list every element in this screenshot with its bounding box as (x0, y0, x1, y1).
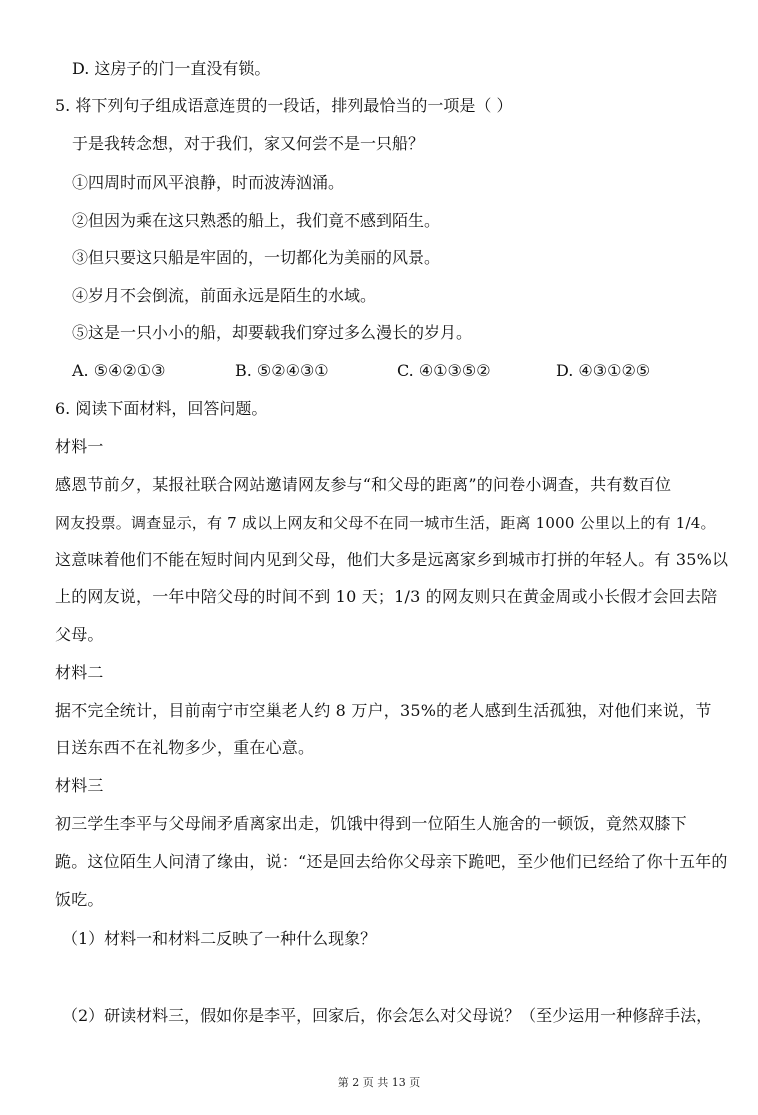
q5-option-c: C. ④①③⑤② (397, 361, 491, 380)
q6-subquestion-2: （2）研读材料三，假如你是李平，回家后，你会怎么对父母说？（至少运用一种修辞手法， (62, 1006, 713, 1025)
material3-line-2: 跪。这位陌生人问清了缘由，说：“还是回去给你父母亲下跪吧，至少他们已经给了你十五年的 (55, 852, 728, 871)
q5-sentence-5: ⑤这是一只小小的船，却要载我们穿过多么漫长的岁月。 (72, 323, 473, 342)
q5-option-d: D. ④③①②⑤ (556, 361, 651, 380)
material3-line-3: 饭吃。 (55, 890, 104, 909)
q5-sentence-2: ②但因为乘在这只熟悉的船上，我们竟不感到陌生。 (72, 211, 441, 230)
q5-answer-options (72, 360, 712, 382)
q5-stem: 5. 将下列句子组成语意连贯的一段话，排列最恰当的一项是（ ） (55, 96, 513, 115)
material1-line-3: 这意味着他们不能在短时间内见到父母，他们大多是远离家乡到城市打拼的年轻人。有 35%以 (55, 550, 729, 569)
q6-subquestion-1: （1）材料一和材料二反映了一种什么现象？ (62, 929, 377, 948)
q5-lead-sentence: 于是我转念想，对于我们，家又何尝不是一只船？ (72, 134, 425, 153)
q5-sentence-3: ③但只要这只船是牢固的，一切都化为美丽的风景。 (72, 248, 441, 267)
material3-line-1: 初三学生李平与父母闹矛盾离家出走，饥饿中得到一位陌生人施舍的一顿饭，竟然双膝下 (55, 814, 687, 833)
material1-line-2: 网友投票。调查显示，有 7 成以上网友和父母不在同一城市生活，距离 1000 公里以上的有 1/4。 (55, 514, 716, 532)
material1-line-5: 父母。 (55, 625, 104, 644)
q5-sentence-1: ①四周时而风平浪静，时而波涛汹涌。 (72, 173, 345, 192)
q5-option-b: B. ⑤②④③① (235, 361, 329, 380)
material1-line-4: 上的网友说，一年中陪父母的时间不到 10 天；1/3 的网友则只在黄金周或小长假才会回去陪 (55, 587, 718, 606)
page-footer: 第 2 页 共 13 页 (337, 1076, 421, 1089)
material3-title: 材料三 (55, 776, 104, 795)
q5-option-a: A. ⑤④②①③ (72, 361, 166, 380)
material1-line-1: 感恩节前夕，某报社联合网站邀请网友参与“和父母的距离”的问卷小调查，共有数百位 (55, 475, 672, 494)
material2-line-1: 据不完全统计，目前南宁市空巢老人约 8 万户，35%的老人感到生活孤独，对他们来说，节 (55, 701, 712, 720)
material2-title: 材料二 (55, 663, 104, 682)
q6-stem: 6. 阅读下面材料，回答问题。 (55, 399, 268, 418)
material2-line-2: 日送东西不在礼物多少，重在心意。 (55, 738, 315, 757)
material1-title: 材料一 (55, 437, 104, 456)
q5-sentence-4: ④岁月不会倒流，前面永远是陌生的水域。 (72, 286, 377, 305)
q4-option-d: D. 这房子的门一直没有锁。 (72, 59, 271, 78)
